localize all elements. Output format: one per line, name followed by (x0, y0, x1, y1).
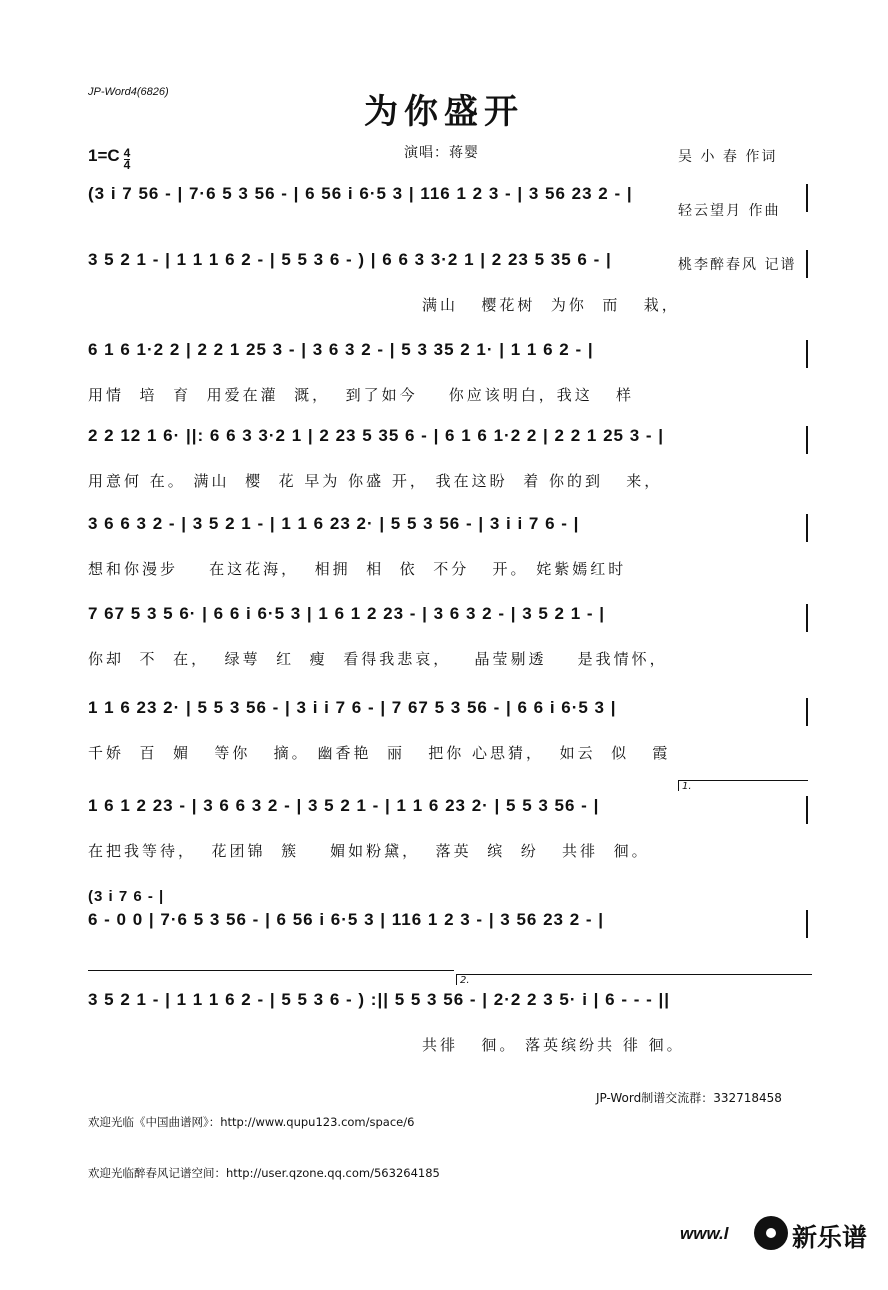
time-signature (124, 148, 131, 171)
lyrics-line: 你却 不 在， 绿萼 红 瘦 看得我悲哀， 晶莹剔透 是我情怀， (88, 650, 668, 668)
volta-bracket-1: 1. (678, 780, 808, 791)
barline (806, 698, 808, 726)
record-disc-icon (754, 1216, 788, 1250)
lyrics-line: 满山 樱花树 为你 而 栽， (88, 296, 680, 314)
lyrics-line: 用意何 在。 满山 樱 花 早为 你盛 开， 我在这盼 着 你的到 来， (88, 472, 663, 490)
lyricist-credit: 吴 小 春 作词 (678, 149, 778, 165)
lyrics-line (88, 228, 808, 248)
version-label: JP-Word4(6826) (88, 86, 169, 98)
transcriber-credit: 桃李醉春风 记谱 (678, 257, 797, 273)
notation-line: 7 67 5 3 5 6· | 6 6 i 6·5 3 | 1 6 1 2 23 - | 3 6 3 2 - | 3 5 2 1 - | (88, 604, 606, 623)
notation-line: 1 6 1 2 23 - | 3 6 6 3 2 - | 3 5 2 1 - | 1 1 6 23 2· | 5 5 3 56 - | (88, 796, 600, 815)
lyrics-line: 共徘 徊。 落英缤纷共 徘 徊。 (88, 1036, 685, 1054)
notation-line: 3 6 6 3 2 - | 3 5 2 1 - | 1 1 6 23 2· | 5 5 3 56 - | 3 i i 7 6 - | (88, 514, 580, 533)
logo-brand-text: 新乐谱 (792, 1223, 868, 1252)
lyrics-line: 想和你漫步 在这花海， 相拥 相 依 不分 开。 姹紫嫣红时 (88, 560, 627, 578)
barline (806, 426, 808, 454)
small-notation-prefix: (3 i 7 6 - | (88, 888, 165, 905)
notation-line: (3 i 7 56 - | 7·6 5 3 56 - | 6 56 i 6·5 3 | 116 1 2 3 - | 3 56 23 2 - | (88, 184, 633, 203)
singer-credit: 演唱：蒋婴 (404, 145, 479, 161)
notation-line: 6 1 6 1·2 2 | 2 2 1 25 3 - | 3 6 3 2 - | 5 3 35 2 1· | 1 1 6 2 - | (88, 340, 594, 359)
site-logo (680, 1214, 880, 1252)
barline (806, 910, 808, 938)
footer-line-qupu: 欢迎光临《中国曲谱网》：http://www.qupu123.com/space/6 (88, 1115, 415, 1129)
barline (806, 514, 808, 542)
song-title: 为你盛开 (364, 92, 524, 132)
composer-credit: 轻云望月 作曲 (678, 203, 781, 219)
group-info: JP-Word制谱交流群：332718458 (596, 1091, 782, 1105)
notation-line: 3 5 2 1 - | 1 1 1 6 2 - | 5 5 3 6 - ) | 6 6 3 3·2 1 | 2 23 5 35 6 - | (88, 250, 612, 269)
notation-line: 6 - 0 0 | 7·6 5 3 56 - | 6 56 i 6·5 3 | 116 1 2 3 - | 3 56 23 2 - | (88, 910, 605, 929)
barline (806, 340, 808, 368)
lyrics-line: 用情 培 育 用爱在灌 溉， 到了如今 你应该明白，我这 样 (88, 386, 635, 404)
time-signature-top: 4 (123, 146, 131, 160)
lyrics-line: 千娇 百 媚 等你 摘。 幽香艳 丽 把你 心思猜， 如云 似 霞 (88, 744, 671, 762)
key-label: 1=C (88, 146, 120, 165)
notation-line: 1 1 6 23 2· | 5 5 3 56 - | 3 i i 7 6 - | 7 67 5 3 56 - | 6 6 i 6·5 3 | (88, 698, 617, 717)
logo-url-text: www.l (680, 1224, 729, 1243)
barline (806, 184, 808, 212)
barline (806, 250, 808, 278)
footer-line-qzone: 欢迎光临醉春风记谱空间：http://user.qzone.qq.com/563264185 (88, 1166, 440, 1180)
notation-line: 3 5 2 1 - | 1 1 1 6 2 - | 5 5 3 6 - ) :|| 5 5 3 56 - | 2·2 2 3 5· i | 6 - - - || (88, 990, 670, 1009)
repeat-rule-line (88, 970, 454, 971)
barline (806, 796, 808, 824)
lyrics-line: 在把我等待， 花团锦 簇 媚如粉黛， 落英 缤 纷 共徘 徊。 (88, 842, 650, 860)
key-signature (88, 146, 130, 171)
notation-line: 2 2 12 1 6· ||: 6 6 3 3·2 1 | 2 23 5 35 6 - | 6 1 6 1·2 2 | 2 2 1 25 3 - | (88, 426, 665, 445)
volta-bracket-2: 2. (456, 974, 812, 985)
footer-links (88, 1080, 440, 1199)
time-signature-bottom: 4 (123, 158, 131, 172)
barline (806, 604, 808, 632)
